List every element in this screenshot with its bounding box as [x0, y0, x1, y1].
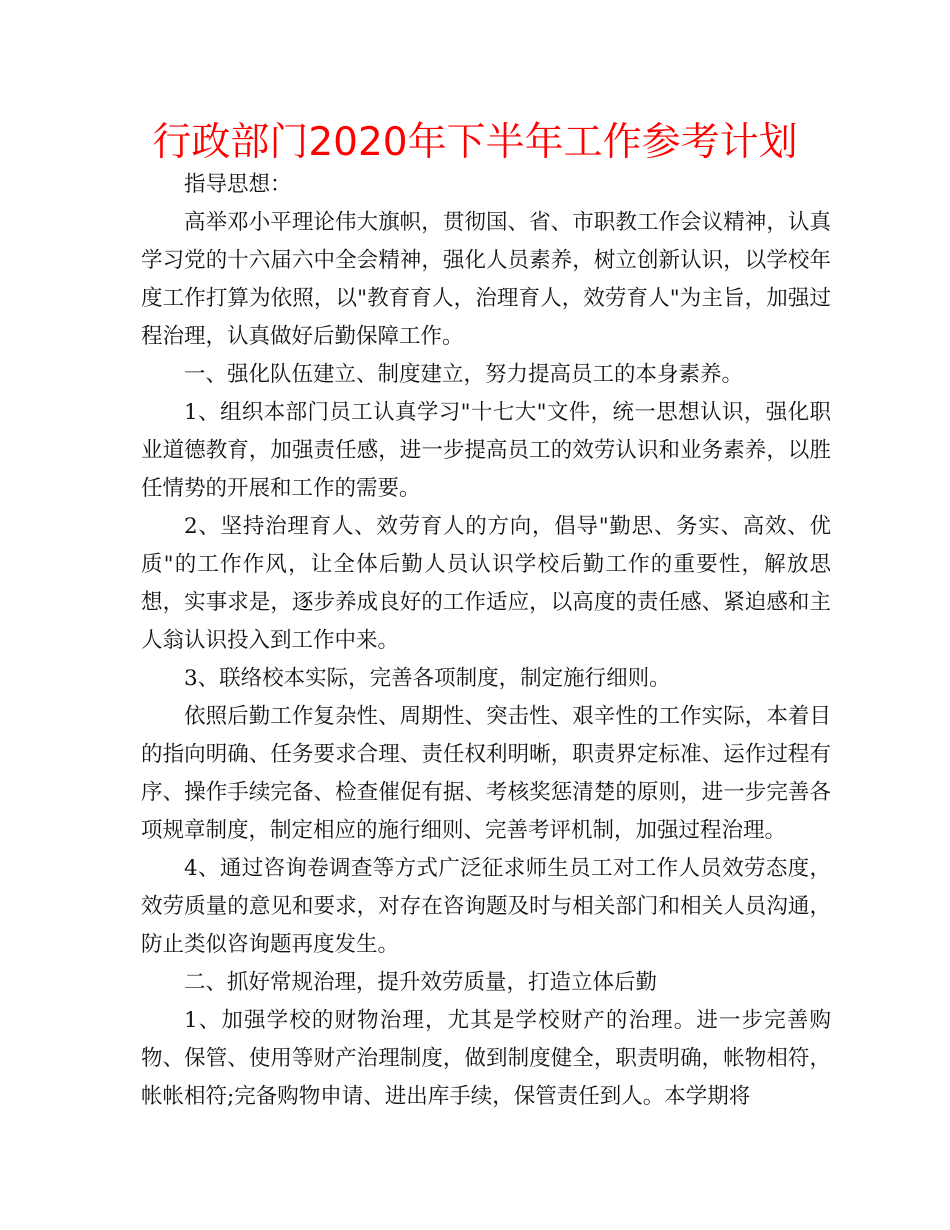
- document-title: 行政部门2020年下半年工作参考计划: [152, 120, 798, 165]
- paragraph-item-1-4: 4、通过咨询卷调查等方式广泛征求师生员工对工作人员效劳态度，效劳质量的意见和要求，对存在咨询题及时与相关部门和相关人员沟通，防止类似咨询题再度发生。: [141, 856, 831, 957]
- paragraph-guiding-heading: 指导思想：: [184, 172, 292, 197]
- document-body: [141, 166, 831, 1116]
- paragraph-section-2-heading: 二、抓好常规治理，提升效劳质量，打造立体后勤: [184, 970, 658, 995]
- paragraph-item-2-1: 1、加强学校的财物治理，尤其是学校财产的治理。进一步完善购物、保管、使用等财产治理制度，做到制度健全，职责明确，帐物相符，帐帐相符;完备购物申请、进出库手续，保管责任到人。本学期将: [141, 1008, 831, 1109]
- paragraph-item-1-1: 1、组织本部门员工认真学习"十七大"文件，统一思想认识，强化职业道德教育，加强责任感，进一步提高员工的效劳认识和业务素养，以胜任情势的开展和工作的需要。: [141, 400, 831, 501]
- paragraph-item-1-3-detail: 依照后勤工作复杂性、周期性、突击性、艰辛性的工作实际，本着目的指向明确、任务要求合理、责任权利明晰，职责界定标准、运作过程有序、操作手续完备、检查催促有据、考核奖惩清楚的原则，进一步完善各项规章制度，制定相应的施行细则、完善考评机制，加强过程治理。: [141, 704, 831, 843]
- paragraph-guiding-text: 高举邓小平理论伟大旗帜，贯彻国、省、市职教工作会议精神，认真学习党的十六届六中全会精神，强化人员素养，树立创新认识，以学校年度工作打算为依照，以"教育育人，治理育人，效劳育人"为主旨，加强过程治理，认真做好后勤保障工作。: [141, 210, 831, 349]
- paragraph-item-1-2: 2、坚持治理育人、效劳育人的方向，倡导"勤思、务实、高效、优质"的工作作风，让全体后勤人员认识学校后勤工作的重要性，解放思想，实事求是，逐步养成良好的工作适应，以高度的责任感、紧迫感和主人翁认识投入到工作中来。: [141, 514, 831, 653]
- paragraph-section-1-heading: 一、强化队伍建立、制度建立，努力提高员工的本身素养。: [184, 362, 744, 387]
- paragraph-item-1-3: 3、联络校本实际，完善各项制度，制定施行细则。: [184, 666, 671, 691]
